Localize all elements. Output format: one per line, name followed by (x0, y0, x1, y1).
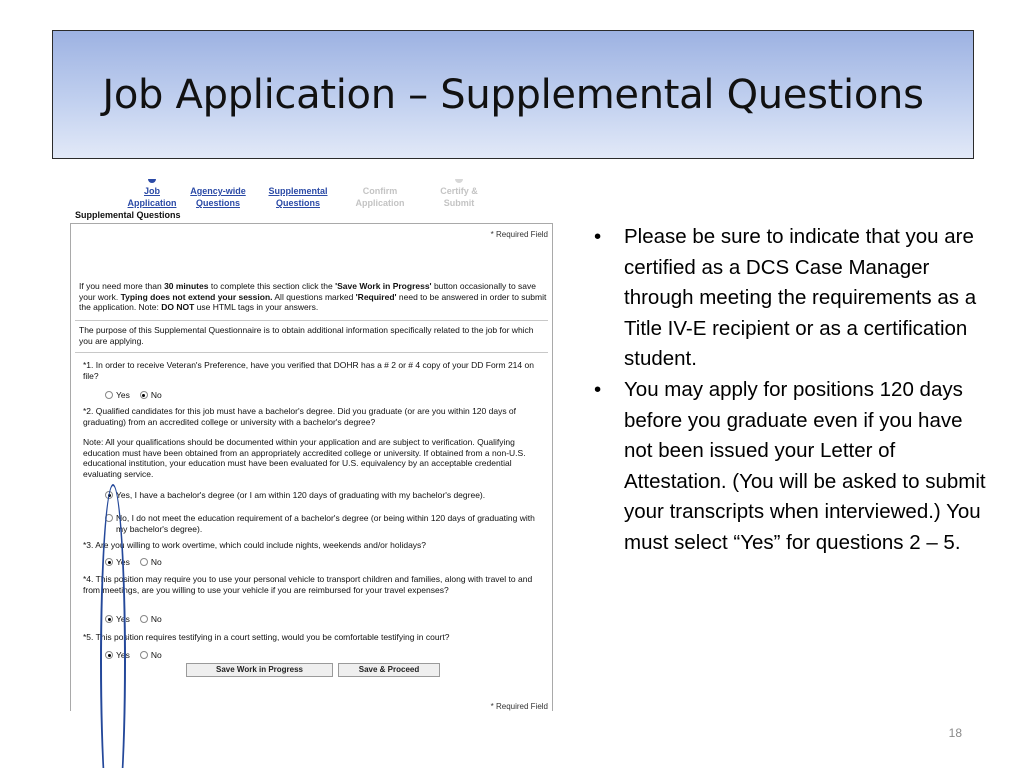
instructions-bold: 30 minutes (164, 281, 209, 291)
radio-label: Yes (116, 614, 130, 624)
q4-no-radio[interactable] (140, 615, 148, 623)
required-field-note: * Required Field (490, 702, 548, 711)
instructions-bold: Typing does not extend your session. (120, 291, 273, 302)
radio-label: Yes (116, 650, 130, 660)
bullet-icon: • (594, 377, 602, 401)
step-label: Agency-wide (190, 186, 246, 196)
bullet-item (594, 222, 994, 375)
q1-yes-radio[interactable] (105, 391, 113, 399)
radio-label: No, I do not meet the education requirement of a bachelor's degree (or being within 120 days of graduating with my bachelor's degree). (116, 513, 535, 534)
question-2: *2. Qualified candidates for this job must have a bachelor's degree. Did you graduate (or are you within 120 days of graduating) from an accredited college or university with a bachelor's degree? (83, 406, 517, 427)
bullet-icon: • (594, 225, 602, 248)
instructions-bold: 'Required' (355, 291, 397, 302)
page-number: 18 (948, 726, 962, 740)
step-label: Questions (275, 198, 320, 208)
q5-no-radio[interactable] (140, 651, 148, 659)
q2-option-no (105, 513, 535, 534)
step-certify-submit (428, 185, 490, 209)
question-3: *3. Are you willing to work overtime, which could include nights, weekends and/or holidays? (83, 540, 427, 550)
question-1: *1. In order to receive Veteran's Preference, have you verified that DOHR has a # 2 or # 4 copy of your DD Form 214 on file? (83, 360, 534, 381)
slide-title: Job Application – Supplemental Questions (102, 71, 924, 118)
radio-label: No (150, 650, 162, 660)
step-navigation (70, 185, 490, 211)
purpose-text: The purpose of this Supplemental Questionnaire is to obtain additional information specifically related to the job for which you are applying. (79, 325, 534, 346)
step-label: Job (143, 186, 160, 196)
radio-label: No (150, 614, 162, 624)
radio-label: Yes, I have a bachelor's degree (or I am within 120 days of graduating with my bachelor's degree). (116, 490, 486, 500)
question-5: *5. This position requires testifying in a court setting, would you be comfortable testifying in court? (83, 632, 450, 642)
q3-no-radio[interactable] (140, 558, 148, 566)
step-label: Application (355, 198, 405, 208)
radio-label: No (150, 557, 162, 567)
instructions-fragment: button occasionally to save your work. (79, 281, 537, 302)
step-job-application[interactable] (110, 185, 194, 209)
save-and-proceed-button[interactable]: Save & Proceed (338, 663, 440, 677)
q1-no-radio[interactable] (140, 391, 148, 399)
instructions-fragment: to complete this section click the (208, 281, 336, 291)
radio-label: Yes (116, 557, 130, 567)
step-label: Submit (443, 198, 475, 208)
title-banner (52, 30, 974, 159)
instructions-text (79, 281, 547, 313)
step-marker-icon (455, 179, 463, 183)
step-confirm-application (346, 185, 414, 209)
radio-label: No (150, 390, 162, 400)
supplemental-form (70, 223, 553, 711)
application-screenshot (70, 175, 560, 715)
bullet-item (594, 375, 994, 559)
section-heading: Supplemental Questions (75, 210, 181, 220)
divider (75, 320, 548, 321)
step-supplemental-questions[interactable] (260, 185, 336, 209)
question-4: *4. This position may require you to use your personal vehicle to transport children and families, along with travel to and from meetings, are you willing to use your vehicle if you are reimbursed for your travel expenses? (83, 574, 533, 595)
bullet-text: You may apply for positions 120 days before you graduate even if you have not been issued your Letter of Attestation. (You will be asked to submit your transcripts when interviewed.) You must select “Yes” for questions 2 – 5. (624, 377, 986, 554)
radio-label: Yes (116, 390, 130, 400)
question-2-note: Note: All your qualifications should be documented within your application and are subject to verification. Qualifying education must have been obtained from an appropriately accredited college or university. If obtained from a non-U.S. educational institution, your education must have been evaluated for U.S. equivalency by an acceptable credential evaluating service. (83, 437, 526, 479)
step-label: Questions (195, 198, 240, 208)
bullet-list (594, 222, 994, 559)
instructions-bold: 'Save Work in Progress' (335, 281, 432, 291)
instructions-fragment: use HTML tags in your answers. (194, 302, 319, 312)
instructions-fragment: If you need more than (79, 281, 165, 291)
step-agency-wide-questions[interactable] (183, 185, 253, 209)
instructions-bold: DO NOT (161, 302, 195, 312)
save-work-in-progress-button[interactable]: Save Work in Progress (186, 663, 333, 677)
step-label: Certify & (440, 186, 478, 196)
q2-option-yes (105, 490, 535, 501)
instructions-fragment: All questions marked (272, 291, 356, 302)
question-1-options (105, 390, 172, 401)
divider (75, 352, 548, 353)
required-field-note: * Required Field (490, 230, 548, 239)
step-label: Supplemental (268, 186, 328, 196)
instructions-fragment: need to be answered in order to submit the application. Note: (79, 291, 547, 312)
step-label: Confirm (362, 186, 398, 196)
bullet-text: Please be sure to indicate that you are certified as a DCS Case Manager through meeting the requirements as a Title IV-E recipient or as a certification student. (624, 225, 977, 371)
step-label: Application (127, 198, 177, 208)
step-marker-icon (148, 179, 156, 183)
